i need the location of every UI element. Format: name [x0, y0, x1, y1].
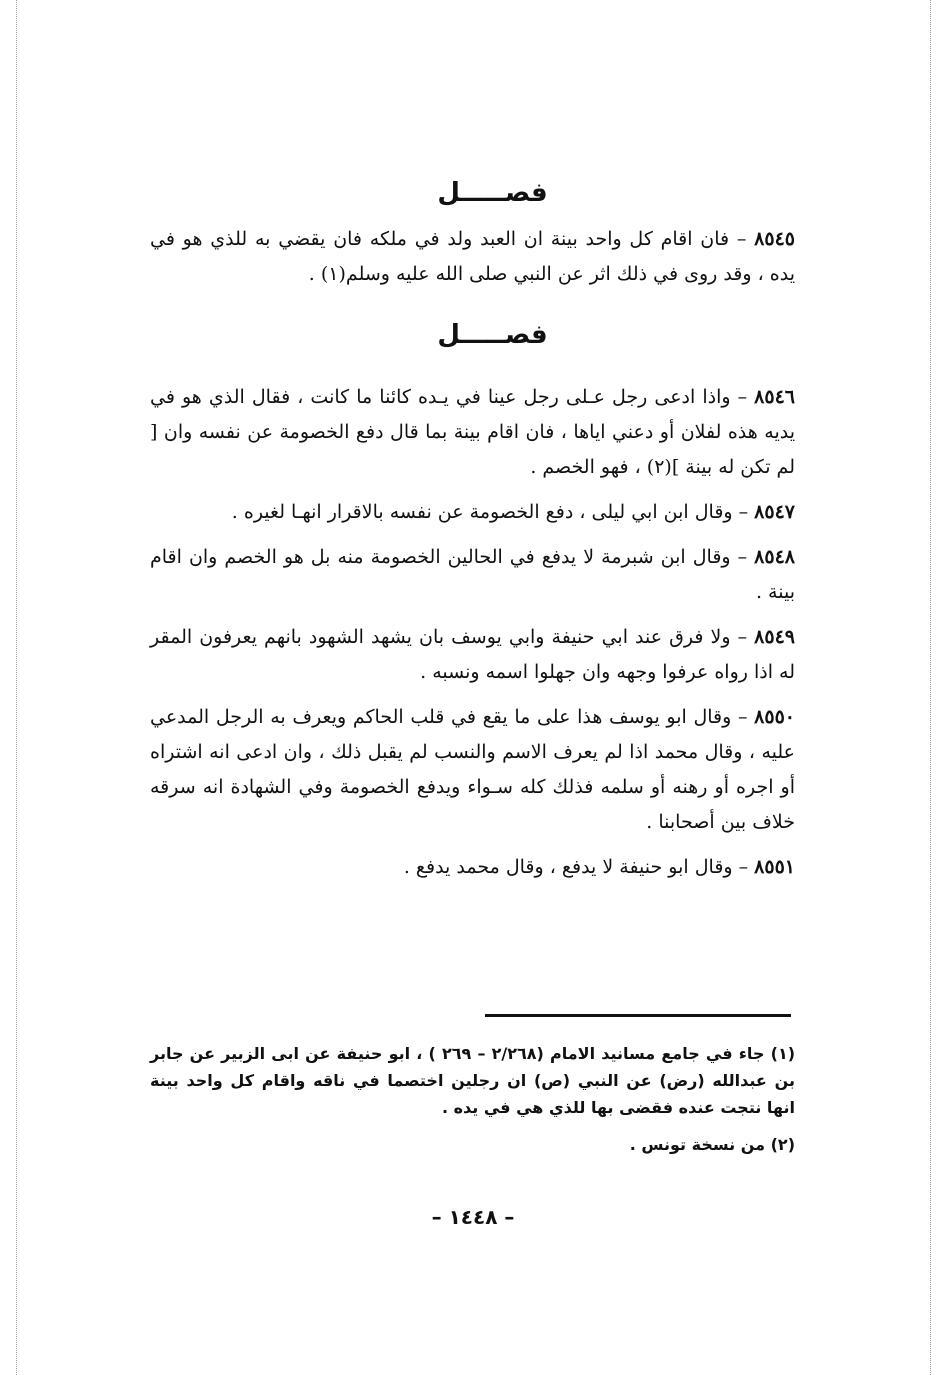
- paragraph-text: – وقال ابو حنيفة لا يدفع ، وقال محمد يدفع .: [403, 856, 755, 878]
- paragraph-number: ٨٥٤٦: [754, 386, 795, 408]
- paragraph-8545: [150, 222, 795, 292]
- paragraph-text: – واذا ادعى رجل عـلى رجل عينا في يـده كائنا ما كانت ، فقال الذي هو في يديه هذه لفلان أو دعني اياها ، فان اقام بينة بما قال دفع الخصومة عن نفسه وان [ لم تكن له بينة ](٢) ، فهو الخصم .: [150, 386, 795, 478]
- paragraph-number: ٨٥٥١: [754, 856, 795, 878]
- scan-edge-right: [930, 0, 931, 1375]
- paragraph-8549: [150, 620, 795, 690]
- footnote-1: (١) جاء في جامع مسانيد الامام (٢/٢٦٨ – ٢٦٩ ) ، ابو حنيفة عن ابى الزبير عن جابر بن عبدالله (رض) عن النبي (ص) ان رجلين اختصما في ناقه واقام كل واحد بينة انها نتجت عنده فقضى بها للذي هي في يده .: [150, 1044, 796, 1117]
- footnotes: [150, 1040, 795, 1168]
- paragraph-8547: [150, 495, 795, 530]
- paragraph-text: – ولا فرق عند ابي حنيفة وابي يوسف بان يشهد الشهود بانهم يعرفون المقر له اذا رواه عرفوا وجهه وان جهلوا اسمه ونسبه .: [150, 626, 795, 683]
- paragraph-text: – وقال ابو يوسف هذا على ما يقع في قلب الحاكم ويعرف به الرجل المدعي عليه ، وقال محمد اذا لم يعرف الاسم والنسب لم يقبل ذلك ، وان ادعى انه اشتراه أو اجره أو رهنه أو سلمه فذلك كله سـواء ويدفع الخصومة وفي الشهادة انه سرقه خلاف بين أصحابنا .: [150, 706, 795, 833]
- footnote-2: (٢) من نسخة تونس .: [629, 1135, 795, 1154]
- paragraph-number: ٨٥٤٥: [754, 228, 795, 250]
- scan-edge-left: [16, 0, 17, 1375]
- paragraph-8550: [150, 700, 795, 840]
- paragraph-text: – فان اقام كل واحد بينة ان العبد ولد في ملكه فان يقضي به للذي هو في يده ، وقد روى في ذلك اثر عن النبي صلى الله عليه وسلم(١) .: [150, 228, 795, 285]
- paragraph-text: – وقال ابن ابي ليلى ، دفع الخصومة عن نفسه بالاقرار انهـا لغيره .: [231, 501, 755, 523]
- page-body: [150, 160, 795, 895]
- paragraph-number: ٨٥٤٩: [754, 626, 795, 648]
- paragraph-8546: [150, 380, 795, 485]
- paragraph-number: ٨٥٤٨: [754, 546, 795, 568]
- page-number: – ١٤٤٨ –: [431, 1205, 515, 1229]
- paragraph-number: ٨٥٥٠: [754, 706, 795, 728]
- section-heading-1: فصـــــل: [437, 178, 548, 208]
- paragraph-8551: [150, 850, 795, 885]
- section-heading-2: فصـــــل: [437, 320, 548, 350]
- paragraph-8548: [150, 540, 795, 610]
- paragraph-number: ٨٥٤٧: [754, 501, 795, 523]
- paragraph-text: – وقال ابن شبرمة لا يدفع في الحالين الخصومة منه بل هو الخصم وان اقام بينة .: [150, 546, 795, 603]
- footnote-divider: [485, 1014, 791, 1017]
